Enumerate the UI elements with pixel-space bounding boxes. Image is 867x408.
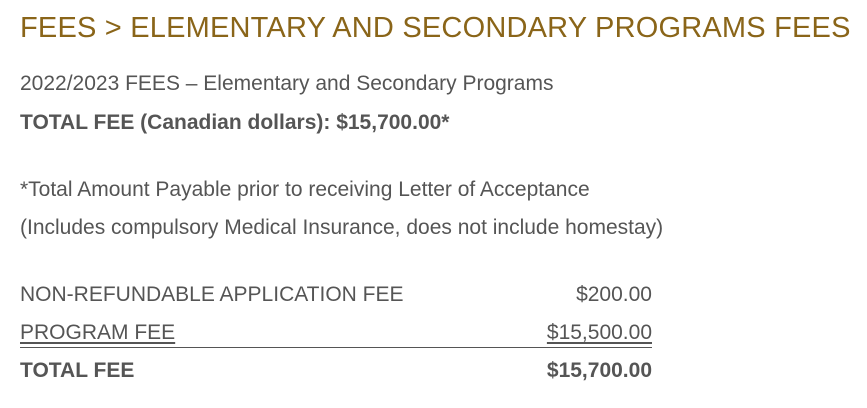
fee-row-program: [20, 321, 652, 359]
fee-label: TOTAL FEE: [20, 359, 135, 382]
fee-label: PROGRAM FEE: [20, 321, 176, 344]
fee-amount: $15,700.00: [546, 359, 652, 382]
fee-amount: $15,500.00: [546, 321, 652, 344]
page-title: FEES > ELEMENTARY AND SECONDARY PROGRAMS FEES: [20, 12, 851, 44]
fee-row-total: [20, 359, 652, 397]
payment-note: *Total Amount Payable prior to receiving Letter of Acceptance: [20, 178, 590, 201]
fee-table: [20, 283, 652, 397]
fee-row-application: [20, 283, 652, 321]
fees-subtitle: 2022/2023 FEES – Elementary and Secondary Programs: [20, 72, 554, 95]
fee-label: NON-REFUNDABLE APPLICATION FEE: [20, 283, 404, 306]
total-fee-summary: TOTAL FEE (Canadian dollars): $15,700.00*: [20, 111, 450, 134]
fee-amount: $200.00: [576, 283, 652, 306]
insurance-note: (Includes compulsory Medical Insurance, does not include homestay): [20, 216, 664, 239]
